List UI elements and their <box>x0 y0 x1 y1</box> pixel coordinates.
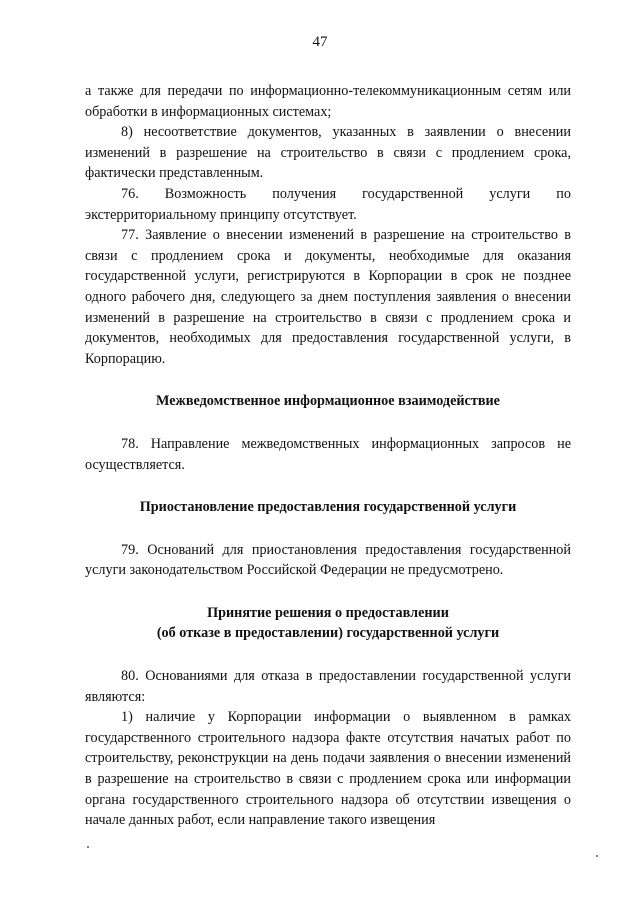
document-body <box>85 81 571 831</box>
section-heading-decision-line1: Принятие решения о предоставлении <box>207 604 449 621</box>
paragraph-item-8: 8) несоответствие документов, указанных в заявлении о внесении изменений в разрешение на строительство в связи с продлением срока, фактически представленным. <box>85 124 571 182</box>
spacer <box>85 475 571 497</box>
scan-speck <box>596 855 598 857</box>
spacer <box>85 369 571 391</box>
paragraph-77: 77. Заявление о внесении изменений в разрешение на строительство в связи с продлением срока и документы, необходимые для оказания государственной услуги, регистрируются в Корпорации в срок не позднее одного рабочего дня, следующего за днем поступления заявления о внесении изменений в разрешение на строительство в связи с продлением срока и документов, необходимых для предоставления государственной услуги, в Корпорацию. <box>85 227 571 367</box>
scan-speck <box>87 846 89 848</box>
spacer <box>85 581 571 603</box>
section-heading-suspension: Приостановление предоставления государственной услуги <box>139 499 517 516</box>
section-heading-interagency: Межведомственное информационное взаимодействие <box>156 393 500 410</box>
paragraph-76: 76. Возможность получения государственной услуги по экстерриториальному принципу отсутствует. <box>85 185 571 223</box>
paragraph-80: 80. Основаниями для отказа в предоставлении государственной услуги являются: <box>85 668 571 705</box>
paragraph-item-1: 1) наличие у Корпорации информации о выявленном в рамках государственного строительного надзора факте отсутствия начатых работ по строительству, реконструкции на день подачи заявления о внесении изменений в разрешение на строительство в связи с продлением срока или информации органа государственного строительного надзора об отсутствии извещения о начале данных работ, если направление такого извещения <box>85 709 571 829</box>
spacer <box>85 644 571 666</box>
spacer <box>85 518 571 540</box>
page-number: 47 <box>312 34 328 50</box>
paragraph-79: 79. Оснований для приостановления предоставления государственной услуги законодательством Российской Федерации не предусмотрено. <box>85 541 571 579</box>
paragraph-continuation: а также для передачи по информационно-телекоммуникационным сетям или обработки в информационных системах; <box>85 83 571 120</box>
paragraph-78: 78. Направление межведомственных информационных запросов не осуществляется. <box>85 435 571 473</box>
spacer <box>85 412 571 434</box>
section-heading-decision-line2: (об отказе в предоставлении) государственной услуги <box>156 625 500 642</box>
